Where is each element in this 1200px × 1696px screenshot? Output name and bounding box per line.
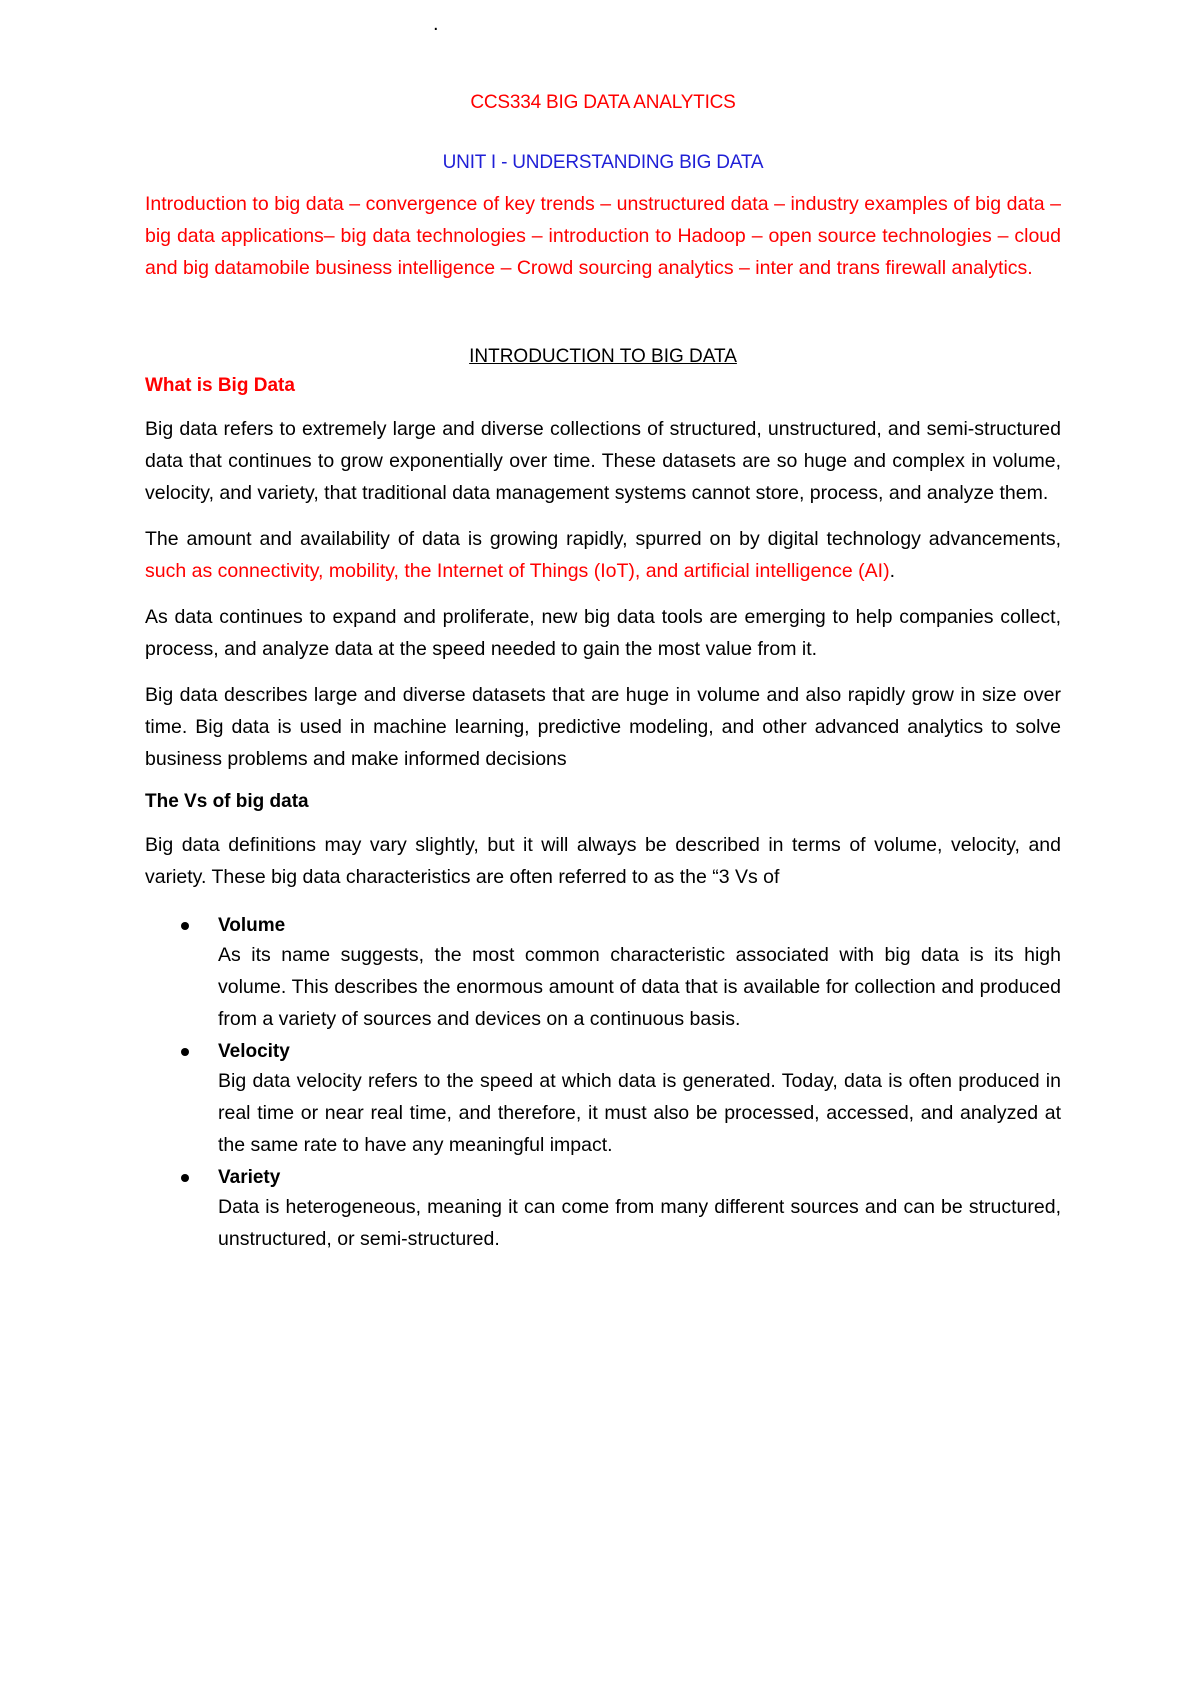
- list-item-title: Velocity: [218, 1041, 290, 1062]
- syllabus-text: Introduction to big data – convergence of key trends – unstructured data – industry examples of big data – big data applications– big data technologies – introduction to Hadoop – open source technologies – cloud and big datamobile business intelligence – Crowd sourcing analytics – inter and trans firewall analytics.: [145, 193, 1061, 279]
- unit-title: UNIT I - UNDERSTANDING BIG DATA: [442, 152, 764, 173]
- vs-list: [145, 913, 1061, 1255]
- paragraph-growth: [145, 523, 1061, 587]
- paragraph-definition: Big data refers to extremely large and diverse collections of structured, unstructured, and semi-structured data that continues to grow exponentially over time. These datasets are so huge and complex in volume, velocity, and variety, that traditional data management systems cannot store, process, and analyze them.: [145, 418, 1061, 504]
- course-title: CCS334 BIG DATA ANALYTICS: [470, 92, 736, 113]
- subheading-vs-of-big-data: The Vs of big data: [145, 791, 309, 812]
- paragraph-tools: As data continues to expand and proliferate, new big data tools are emerging to help companies collect, process, and analyze data at the speed needed to gain the most value from it.: [145, 606, 1061, 660]
- list-item-description: Data is heterogeneous, meaning it can come from many different sources and can be structured, unstructured, or semi-structured.: [218, 1196, 1061, 1250]
- paragraph-growth-highlight: such as connectivity, mobility, the Internet of Things (IoT), and artificial intelligence (AI): [145, 560, 890, 582]
- bullet-icon: [181, 1174, 189, 1182]
- subheading-what-is-big-data: What is Big Data: [145, 375, 295, 396]
- bullet-icon: [181, 922, 189, 930]
- document-content: [145, 90, 1061, 1259]
- list-item-volume: [145, 913, 1061, 1035]
- list-item-variety: [145, 1165, 1061, 1255]
- list-item-title: Volume: [218, 915, 286, 936]
- paragraph-vs-intro: Big data definitions may vary slightly, but it will always be described in terms of volume, velocity, and variety. These big data characteristics are often referred to as the “3 Vs of: [145, 834, 1061, 888]
- list-item-description: Big data velocity refers to the speed at which data is generated. Today, data is often produced in real time or near real time, and therefore, it must also be processed, accessed, and analyzed at the same rate to have any meaningful impact.: [218, 1070, 1061, 1156]
- section-heading-introduction: INTRODUCTION TO BIG DATA: [469, 346, 737, 367]
- paragraph-description: Big data describes large and diverse datasets that are huge in volume and also rapidly grow in size over time. Big data is used in machine learning, predictive modeling, and other advanced analytics to solve business problems and make informed decisions: [145, 684, 1061, 770]
- paragraph-growth-text: The amount and availability of data is growing rapidly, spurred on by digital technology advancements,: [145, 528, 1061, 550]
- list-item-velocity: [145, 1039, 1061, 1161]
- list-item-title: Variety: [218, 1167, 281, 1188]
- paragraph-growth-end: .: [889, 560, 896, 582]
- page-mark: .: [433, 13, 439, 35]
- bullet-icon: [181, 1048, 189, 1056]
- list-item-description: As its name suggests, the most common characteristic associated with big data is its high volume. This describes the enormous amount of data that is available for collection and produced from a variety of sources and devices on a continuous basis.: [218, 944, 1061, 1030]
